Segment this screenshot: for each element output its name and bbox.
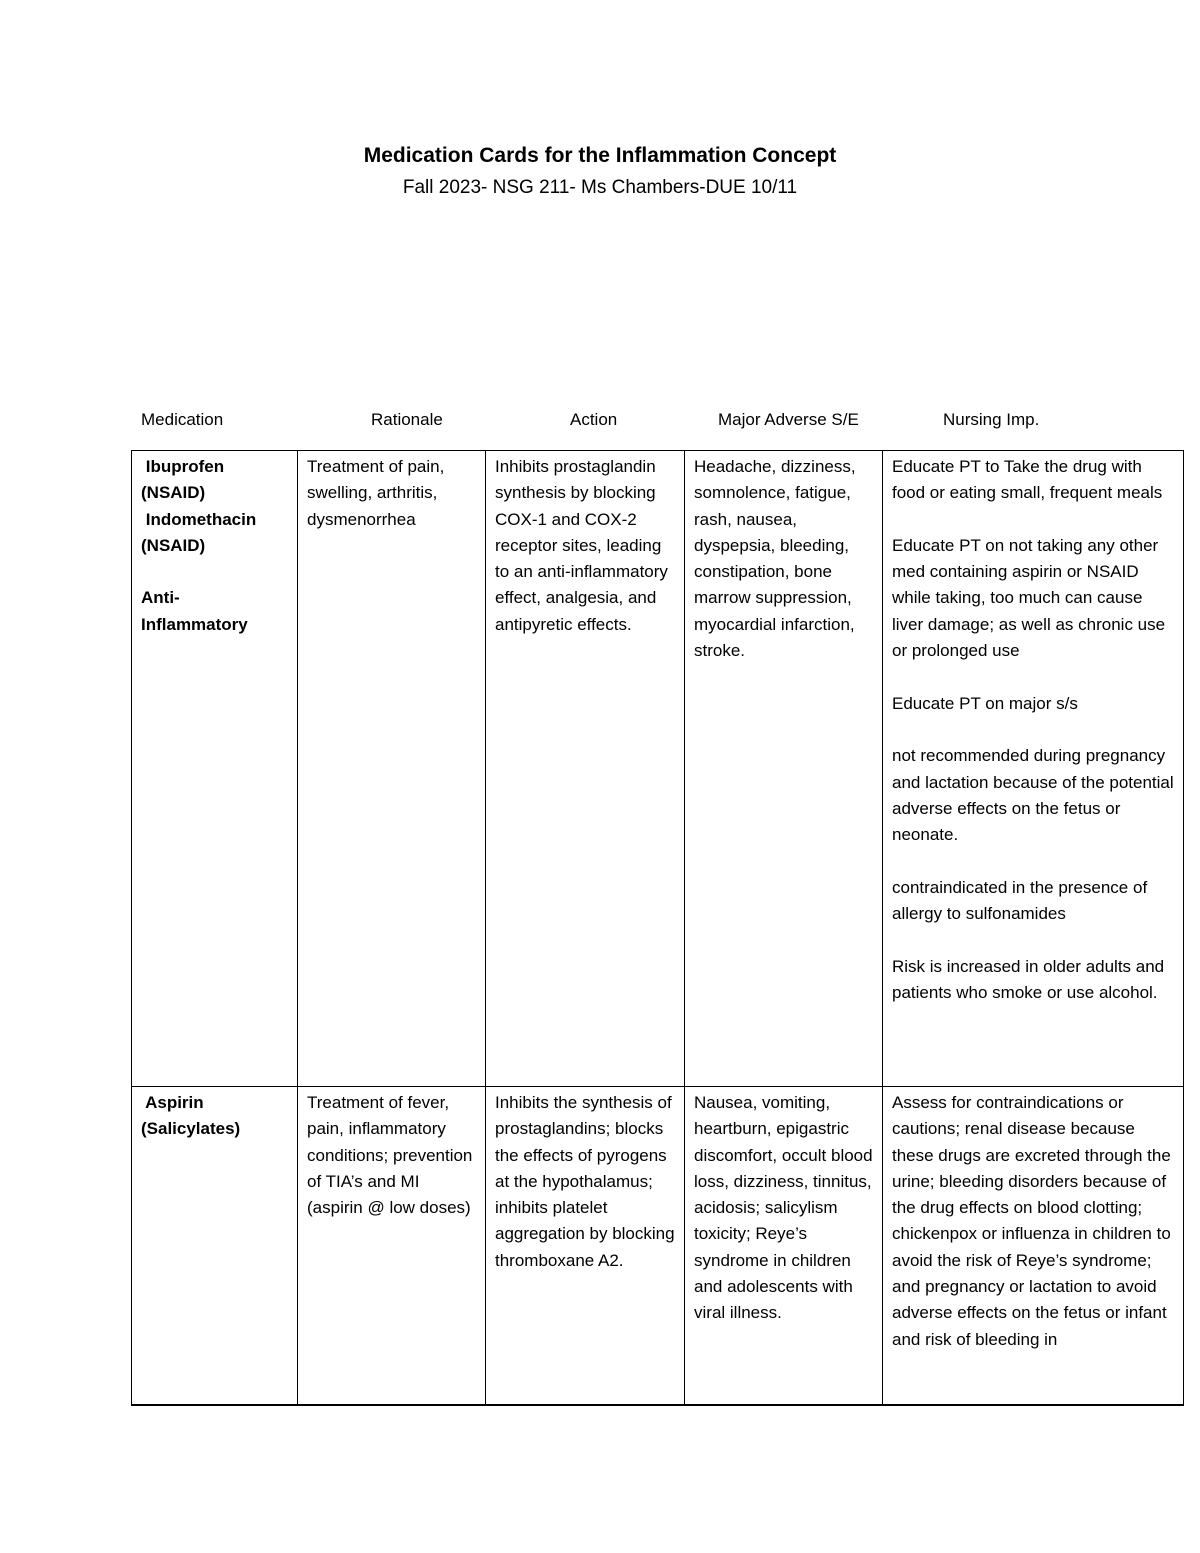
nursing-text: Educate PT on major s/s — [892, 693, 1078, 713]
rationale-text: Treatment of pain, swelling, arthritis, dysmenorrhea — [307, 457, 445, 529]
medication-name: Indomethacin — [141, 509, 257, 529]
adverse-cell — [685, 451, 883, 1087]
column-header-action: Action — [570, 410, 618, 429]
nursing-text: not recommended during pregnancy and lactation because of the potential adverse effects on the fetus or neonate. — [892, 746, 1174, 845]
rationale-cell — [298, 451, 486, 1087]
document-subtitle: Fall 2023- NSG 211- Ms Chambers-DUE 10/11 — [402, 177, 798, 198]
medication-name: Ibuprofen — [141, 457, 225, 476]
nursing-text: Assess for contraindications or cautions; renal disease because these drugs are excreted through the urine; bleeding disorders because of the drug effects on blood clotting; chickenpox or influenza in children to avoid the risk of Reye’s syndrome; and pregnancy or lactation to avoid adverse effects on the fetus or infant and risk of bleeding in — [892, 1093, 1171, 1349]
action-text: Inhibits the synthesis of prostaglandins; blocks the effects of pyrogens at the hypothalamus; inhibits platelet aggregation by blocking thromboxane A2. — [495, 1093, 675, 1270]
action-cell — [486, 1087, 685, 1405]
adverse-text: Headache, dizziness, somnolence, fatigue, rash, nausea, dyspepsia, bleeding, constipation, bone marrow suppression, myocardial infarction, stroke. — [694, 457, 856, 661]
action-cell — [486, 451, 685, 1087]
column-headers — [0, 408, 1200, 434]
medication-class: (Salicylates) — [141, 1119, 241, 1139]
medication-cell — [132, 1087, 298, 1405]
medication-class: (NSAID) — [141, 483, 206, 503]
nursing-text: Educate PT on not taking any other med containing aspirin or NSAID while taking, too much can cause liver damage; as well as chronic use or prolonged use — [892, 535, 1166, 661]
medication-cell — [132, 451, 298, 1087]
nursing-cell — [883, 451, 1184, 1087]
column-header-rationale: Rationale — [371, 410, 443, 429]
nursing-text: Educate PT to Take the drug with food or eating small, frequent meals — [892, 457, 1163, 503]
adverse-text: Nausea, vomiting, heartburn, epigastric discomfort, occult blood loss, dizziness, tinnitus, acidosis; salicylism toxicity; Reye’s syndrome in children and adolescents with viral illness. — [694, 1093, 873, 1323]
document-title: Medication Cards for the Inflammation Concept — [363, 144, 837, 167]
nursing-cell — [883, 1087, 1184, 1405]
column-header-medication: Medication — [141, 410, 224, 429]
column-header-nursing: Nursing Imp. — [943, 410, 1040, 429]
rationale-cell — [298, 1087, 486, 1405]
medication-class: (NSAID) — [141, 535, 206, 555]
nursing-text: contraindicated in the presence of allergy to sulfonamides — [892, 877, 1148, 924]
medication-category: Inflammatory — [141, 614, 248, 634]
nursing-text: Risk is increased in older adults and patients who smoke or use alcohol. — [892, 956, 1165, 1002]
medication-table — [131, 450, 1184, 1406]
table-row — [132, 451, 1184, 1087]
table-row — [132, 1087, 1184, 1405]
rationale-text: Treatment of fever, pain, inflammatory conditions; prevention of TIA’s and MI (aspirin @ low doses) — [307, 1093, 473, 1218]
column-header-adverse: Major Adverse S/E — [718, 410, 859, 429]
adverse-cell — [685, 1087, 883, 1405]
medication-category: Anti- — [141, 588, 180, 608]
action-text: Inhibits prostaglandin synthesis by blocking COX-1 and COX-2 receptor sites, leading to an anti-inflammatory effect, analgesia, and antipyretic effects. — [495, 457, 668, 634]
medication-name: Aspirin — [141, 1093, 204, 1112]
